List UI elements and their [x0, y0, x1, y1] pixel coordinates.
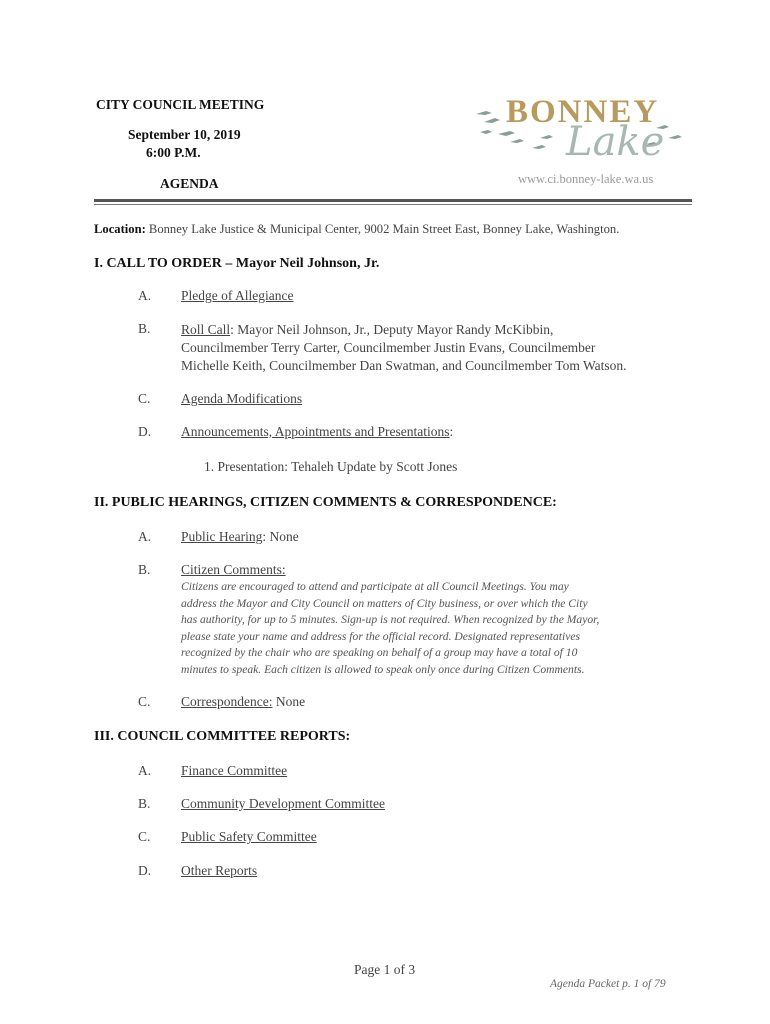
item-letter: A.	[138, 529, 152, 544]
citizen-comments-line: please state your name and address for the official record. Designated representatives	[181, 629, 581, 643]
citizen-comments	[181, 562, 286, 578]
public-hearing	[181, 529, 299, 545]
page-number: Page 1 of 3	[354, 962, 416, 977]
section-call-to-order: I. CALL TO ORDER – Mayor Neil Johnson, Jr.	[94, 256, 380, 271]
section-public-hearings: II. PUBLIC HEARINGS, CITIZEN COMMENTS & CORRESPONDENCE:	[94, 495, 557, 510]
item-letter: A.	[138, 763, 152, 778]
roll-call-line-2: Councilmember Terry Carter, Councilmember Justin Evans, Councilmember	[181, 340, 596, 355]
presentation-item: 1. Presentation: Tehaleh Update by Scott Jones	[204, 459, 458, 474]
public-hearing-label: Public Hearing	[181, 529, 263, 544]
citizen-comments-label: Citizen Comments:	[181, 562, 286, 577]
other-reports-label: Other Reports	[181, 863, 258, 878]
public-safety-label: Public Safety Committee	[181, 829, 317, 844]
header-divider-thick	[94, 199, 692, 202]
finance-committee	[181, 763, 287, 779]
finance-committee-label: Finance Committee	[181, 763, 288, 778]
citizen-comments-line: Citizens are encouraged to attend and participate at all Council Meetings. You may	[181, 580, 569, 593]
section-committee-reports: III. COUNCIL COMMITTEE REPORTS:	[94, 729, 351, 744]
item-letter: D.	[138, 863, 152, 878]
meeting-date: September 10, 2019	[128, 127, 241, 142]
community-development-label: Community Development Committee	[181, 796, 385, 811]
announcements	[181, 424, 453, 440]
citizen-comments-description	[181, 579, 681, 679]
item-letter: B.	[138, 321, 151, 336]
roll-call-label: Roll Call	[181, 322, 231, 337]
agenda-modifications	[181, 391, 302, 407]
correspondence-label: Correspondence:	[181, 694, 273, 709]
announcements-suffix: :	[449, 424, 454, 439]
bonney-lake-logo	[470, 94, 690, 164]
community-development-committee	[181, 796, 385, 812]
location-label: Location:	[94, 222, 146, 236]
citizen-comments-line: minutes to speak. Each citizen is allowed to speak only once during Citizen Comments.	[181, 662, 585, 676]
website-url[interactable]: www.ci.bonney-lake.wa.us	[518, 172, 654, 186]
item-letter: B.	[138, 796, 151, 811]
item-letter: D.	[138, 424, 152, 439]
citizen-comments-line: address the Mayor and City Council on matters of City business, or over which the City	[181, 596, 588, 610]
meeting-time: 6:00 P.M.	[146, 145, 201, 160]
citizen-comments-line: has authority, for up to 5 minutes. Sign-up is not required. When recognized by the Mayor,	[181, 613, 600, 627]
other-reports	[181, 863, 257, 879]
roll-call	[181, 321, 681, 375]
item-letter: B.	[138, 562, 151, 577]
location-text: Bonney Lake Justice & Municipal Center, 9002 Main Street East, Bonney Lake, Washington.	[145, 222, 620, 236]
correspondence	[181, 694, 305, 710]
header-divider-thin	[94, 204, 692, 205]
correspondence-suffix: None	[272, 694, 306, 709]
agenda-packet-page: Agenda Packet p. 1 of 79	[550, 978, 666, 990]
public-safety-committee	[181, 829, 317, 845]
meeting-location	[94, 222, 619, 237]
announcements-label: Announcements, Appointments and Presentations	[181, 424, 450, 439]
item-letter: C.	[138, 694, 151, 709]
meeting-title: CITY COUNCIL MEETING	[96, 97, 265, 112]
agenda-label: AGENDA	[160, 176, 219, 191]
item-letter: A.	[138, 288, 152, 303]
logo-text-bonney: BONNEY	[506, 94, 660, 130]
pledge-of-allegiance	[181, 288, 293, 304]
item-letter: C.	[138, 829, 151, 844]
logo-text-lake: Lake	[566, 119, 665, 165]
item-letter: C.	[138, 391, 151, 406]
roll-call-line-1: : Mayor Neil Johnson, Jr., Deputy Mayor Randy McKibbin,	[230, 322, 554, 337]
roll-call-line-3: Michelle Keith, Councilmember Dan Swatman, and Councilmember Tom Watson.	[181, 358, 627, 373]
pledge-label: Pledge of Allegiance	[181, 288, 294, 303]
public-hearing-suffix: : None	[262, 529, 299, 544]
citizen-comments-line: recognized by the chair who are speaking on behalf of a group may have a total of 10	[181, 646, 578, 660]
agenda-modifications-label: Agenda Modifications	[181, 391, 303, 406]
